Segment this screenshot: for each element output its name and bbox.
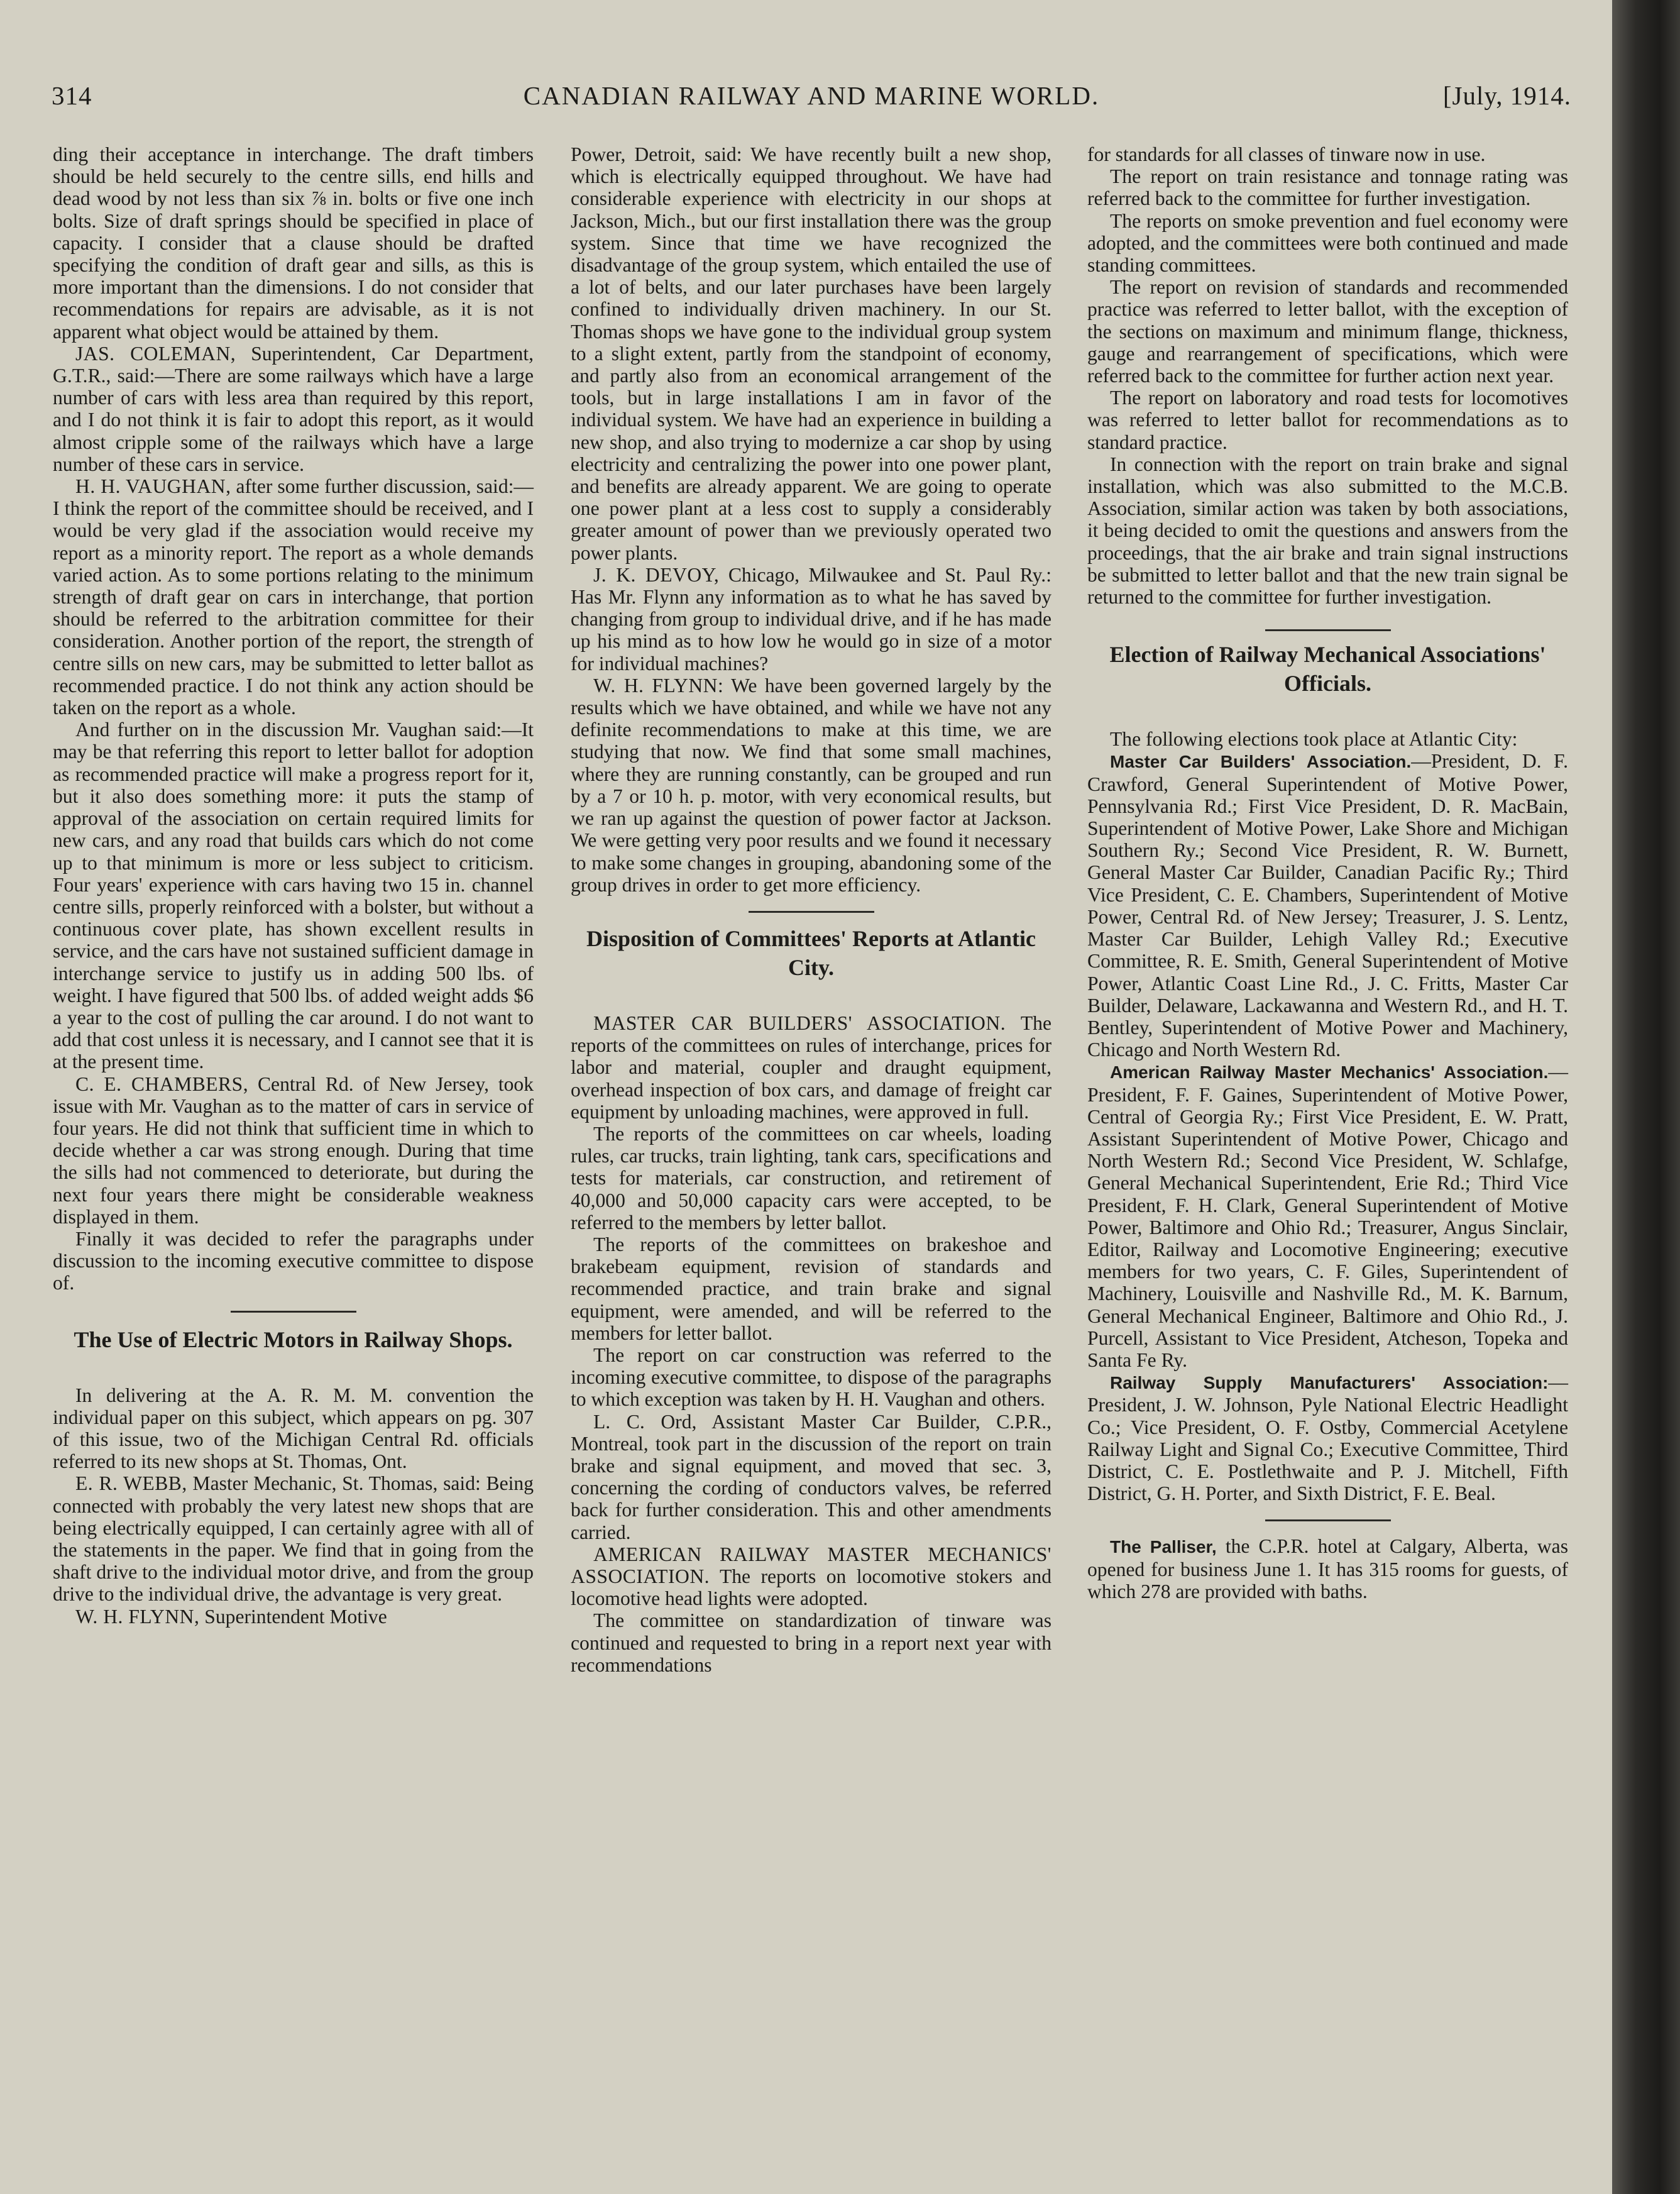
paragraph [1087, 1535, 1568, 1602]
speaker-name: C. E. CHAMBERS, [75, 1072, 249, 1095]
speaker-name: W. H. FLYNN, [75, 1605, 200, 1628]
paragraph-text: Master Mechanic, St. Thomas, said: Being connected with probably the very latest new shops that are being electrically equipped, I can certainly agree with all of the statements in the paper. We find that in going from the shaft drive to the individual motor drive, and from the group drive to the individual drive, the advantage is very great. [53, 1472, 534, 1606]
paragraph: In connection with the report on train brake and signal installation, which was also submitted to the M.C.B. Association, similar action was taken by both associations, it being decided to omit the questions and answers from the proceedings, that the air brake and train signal instructions be submitted to letter ballot and that the new train signal be returned to the committee for further investigation. [1087, 453, 1568, 609]
paragraph: The report on laboratory and road tests for locomotives was referred to letter ballot for recommendations as to standard practice. [1087, 387, 1568, 453]
paragraph: The following elections took place at Atlantic City: [1110, 728, 1518, 751]
paragraph: And further on in the discussion Mr. Vaughan said:—It may be that referring this report to letter ballot for adoption as recommended practice will make a progress report for it, but it also does something more: it puts the stamp of approval of the association on certain required limits for new cars, and any road that builds cars which do not come up to that minimum is more or less subject to criticism. Four years' experience with cars having two 15 in. channel centre sills, properly reinforced with a bolster, but without a continuous cover plate, has shown excellent results in service, and the cars have not sustained sufficient damage in interchange service to justify us in adding 500 lbs. of weight. I have figured that 500 lbs. of added weight adds $6 a year to the cost of pulling the car around. I do not want to add that cost unless it is necessary, and I cannot see that it is at the present time. [53, 719, 534, 1073]
paragraph [53, 1472, 534, 1605]
column-1 [53, 143, 534, 1628]
paragraph: The reports of the committees on brakeshoe and brakebeam equipment, revision of standards and recommended practice, and train brake and signal equipment, were amended, and will be referred to the members for letter ballot. [571, 1233, 1051, 1344]
paragraph: The reports on smoke prevention and fuel economy were adopted, and the committees were both continued and made standing committees. [1087, 209, 1568, 277]
section-divider [231, 1311, 356, 1313]
paragraph-text: —President, D. F. Crawford, General Superintendent of Motive Power, Pennsylvania Rd.; First Vice President, D. R. MacBain, Superintendent of Motive Power, Lake Shore and Michigan Southern Ry.; Second Vice President, R. W. Burnett, General Master Car Builder, Canadian Pacific Ry.; Third Vice President, C. E. Chambers, Superintendent of Motive Power, Central Rd. of New Jersey; Treasurer, J. S. Lentz, Master Car Builder, Lehigh Valley Rd.; Executive Committee, R. E. Smith, General Superintendent of Motive Power, Atlantic Coast Line Rd., J. C. Fritts, Master Car Builder, Delaware, Lackawanna and Western Rd., and H. T. Bentley, Superintendent of Motive Power and Machinery, Chicago and North Western Rd. [1087, 750, 1568, 1061]
paragraph [1087, 1371, 1568, 1504]
article-heading: Election of Railway Mechanical Associations' Officials. [1109, 642, 1546, 697]
paragraph [571, 1012, 1051, 1123]
paragraph: The report on revision of standards and recommended practice was referred to letter ballot, with the exception of the sections on maximum and minimum flange, thickness, gauge and rearrangement of specifications, which were referred back to the committee for further action next year. [1087, 276, 1568, 387]
paragraph: The committee on standardization of tinware was continued and requested to bring in a report next year with recommendations [571, 1609, 1051, 1676]
association-name: Railway Supply Manufacturers' Association: [1110, 1373, 1549, 1393]
paragraph [571, 675, 1051, 896]
speaker-name: E. R. WEBB, [75, 1472, 187, 1495]
paragraph: The report on car construction was referred to the incoming executive committee, to dispose of the paragraphs to which exception was taken by H. H. Vaughan and others. [571, 1343, 1051, 1411]
paragraph: L. C. Ord, Assistant Master Car Builder, C.P.R., Montreal, took part in the discussion of the report on train brake and signal equipment, and moved that sec. 3, concerning the cording of conductors valves, be referred back for further consideration. This and other amendments carried. [571, 1410, 1051, 1543]
section-divider [1265, 629, 1391, 631]
association-name: Master Car Builders' Association. [1110, 752, 1412, 772]
paragraph-text: Chicago, Milwaukee and St. Paul Ry.: Has Mr. Flynn any information as to what he has saved by changing from group to individual drive, and if he has made up his mind as to how low he would go in size of a motor for individual machines? [571, 563, 1051, 675]
article-heading: The Use of Electric Motors in Railway Shops. [74, 1326, 513, 1352]
paragraph: The report on train resistance and tonnage rating was referred back to the committee for further investigation. [1087, 165, 1568, 210]
paragraph [1087, 1061, 1568, 1371]
publication-title: CANADIAN RAILWAY AND MARINE WORLD. [523, 81, 1100, 110]
section-divider [1265, 1519, 1391, 1521]
paragraph: In delivering at the A. R. M. M. convention the individual paper on this subject, which appears on pg. 307 of this issue, two of the Michigan Central Rd. officials referred to its new shops at St. Thomas, Ont. [53, 1384, 534, 1473]
book-gutter [1612, 0, 1680, 2194]
speaker-name: H. H. VAUGHAN, [75, 475, 231, 498]
paragraph-text: —President, J. W. Johnson, Pyle National Electric Headlight Co.; Vice President, O. F. Ostby, Commercial Acetylene Railway Light and Signal Co.; Executive Committee, Third District, C. E. Postlethwaite and P. J. Mitchell, Fifth District, G. H. Porter, and Sixth District, F. E. Beal. [1087, 1371, 1568, 1505]
paragraph [1087, 750, 1568, 1061]
paragraph-text: the C.P.R. hotel at Calgary, Alberta, was opened for business June 1. It has 315 rooms for guests, of which 278 are provided with baths. [1087, 1535, 1568, 1602]
speaker-name: J. K. DEVOY, [593, 563, 720, 586]
paragraph-text: Superintendent, Car Department, G.T.R., said:—There are some railways which have a large number of cars with less area than required by this report, and I do not think it is fair to adopt this report, as it would almost cripple some of the railways which have a large number of these cars in service. [53, 342, 534, 475]
lead-phrase: The Palliser, [1110, 1537, 1217, 1557]
paragraph [571, 564, 1051, 675]
paragraph [53, 475, 534, 719]
paragraph-text: —President, F. F. Gaines, Superintendent of Motive Power, Central of Georgia Ry.; First Vice President, E. W. Pratt, Assistant Superintendent of Motive Power, Chicago and North Western Rd.; Second Vice President, W. Schlafge, General Mechanical Superintendent, Erie Rd.; Third Vice President, F. H. Clark, General Superintendent of Motive Power, Baltimore and Ohio Rd.; Treasurer, Angus Sinclair, Editor, Railway and Locomotive Engineering; executive members for two years, C. F. Giles, Superintendent of Machinery, Louisville and Nashville Rd., M. K. Barnum, General Mechanical Engineer, Baltimore and Ohio Rd., J. Purcell, Assistant to Vice President, Atcheson, Topeka and Santa Fe Ry. [1087, 1061, 1568, 1371]
paragraph-text: after some further discussion, said:—I think the report of the committee should be received, and I would be very glad if the association would receive my report as a minority report. The report as a whole demands varied action. As to some portions relating to the minimum strength of draft gear on cars in interchange, that portion should be referred to the arbitration committee for their consideration. Another portion of the report, the strength of centre sills on new cars, may be submitted to letter ballot as recommended practice. I do not think any action should be taken on the report as a whole. [53, 475, 534, 719]
paragraph-text: The reports of the committees on rules of interchange, prices for labor and material, coupler and draught equipment, overhead inspection of box cars, and damage of freight car equipment by unloading machines, were approved in full. [571, 1012, 1051, 1123]
association-name: American Railway Master Mechanics' Association. [1110, 1062, 1549, 1083]
page-number: 314 [52, 81, 92, 110]
paragraph-text: We have been governed largely by the results which we have obtained, and while we have not any definite recommendations to make at this time, we are studying that now. We find that some small machines, where they are running constantly, can be grouped and run by a 7 or 10 h. p. motor, with very economical results, but we ran up against the question of power factor at Jackson. We were getting very poor results and we found it necessary to make some changes in grouping, abandoning some of the group drives in order to get more efficiency. [571, 674, 1052, 896]
paragraph [53, 1073, 534, 1228]
paragraph: for standards for all classes of tinware now in use. [1087, 143, 1486, 165]
paragraph: ding their acceptance in interchange. The draft timbers should be held securely to the centre sills, end hills and dead wood by not less than six ⅞ in. bolts or five one inch bolts. Size of draft springs should be specified in place of capacity. I consider that a clause should be drafted specifying the condition of draft gear and sills, as this is more important than the dimensions. I do not consider that recommendations for repairs are advisable, as it is not apparent what object would be attained by them. [53, 143, 534, 343]
column-3 [1087, 143, 1568, 1602]
paragraph: The reports of the committees on car wheels, loading rules, car trucks, train lighting, tank cars, specifications and tests for materials, car construction, and retirement of 40,000 and 50,000 capacity cars were accepted, to be referred to the members by letter ballot. [571, 1122, 1051, 1233]
paragraph [53, 343, 534, 475]
section-divider [749, 911, 874, 913]
issue-date: [July, 1914. [1442, 81, 1571, 110]
article-heading: Disposition of Committees' Reports at Atlantic City. [586, 925, 1036, 980]
association-name: AMERICAN RAILWAY MASTER MECHANICS' ASSOCIATION. [571, 1543, 1051, 1587]
column-2 [571, 143, 1051, 1676]
association-name: MASTER CAR BUILDERS' ASSOCIATION. [593, 1012, 1006, 1034]
speaker-name: W. H. FLYNN: [593, 674, 724, 697]
paragraph-text: The reports on locomotive stokers and locomotive head lights were adopted. [571, 1565, 1052, 1610]
paragraph-text: Central Rd. of New Jersey, took issue with Mr. Vaughan as to the matter of cars in service of four years. He did not think that sufficient time in which to decide whether a car was strong enough. During that time the sills had not commenced to deteriorate, but during the next four years there might be considerable weakness displayed in them. [53, 1072, 534, 1228]
paragraph: Power, Detroit, said: We have recently built a new shop, which is electrically equipped throughout. We have had considerable experience with electricity in our shops at Jackson, Mich., but our first installation there was the group system. Since that time we have recognized the disadvantage of the group system, which entailed the use of a lot of belts, and our later purchases have been largely confined to individually driven machinery. In our St. Thomas shops we have gone to the individual group system to a slight extent, partly from the standpoint of economy, and partly also from an economical arrangement of the tools, but in large installations I am in favor of the individual system. We have had an experience in building a new shop, and also trying to modernize a car shop by using electricity and centralizing the power into one power plant, and benefits are already apparent. We are going to operate one power plant at a less cost to supply a considerably greater amount of power than we previously operated two power plants. [571, 143, 1051, 564]
paragraph [53, 1606, 534, 1628]
paragraph [571, 1543, 1051, 1610]
page-header [52, 80, 1571, 122]
paragraph: Finally it was decided to refer the paragraphs under discussion to the incoming executive committee to dispose of. [53, 1227, 534, 1294]
paragraph-text: Superintendent Motive [204, 1605, 387, 1628]
speaker-name: JAS. COLEMAN, [75, 342, 236, 365]
